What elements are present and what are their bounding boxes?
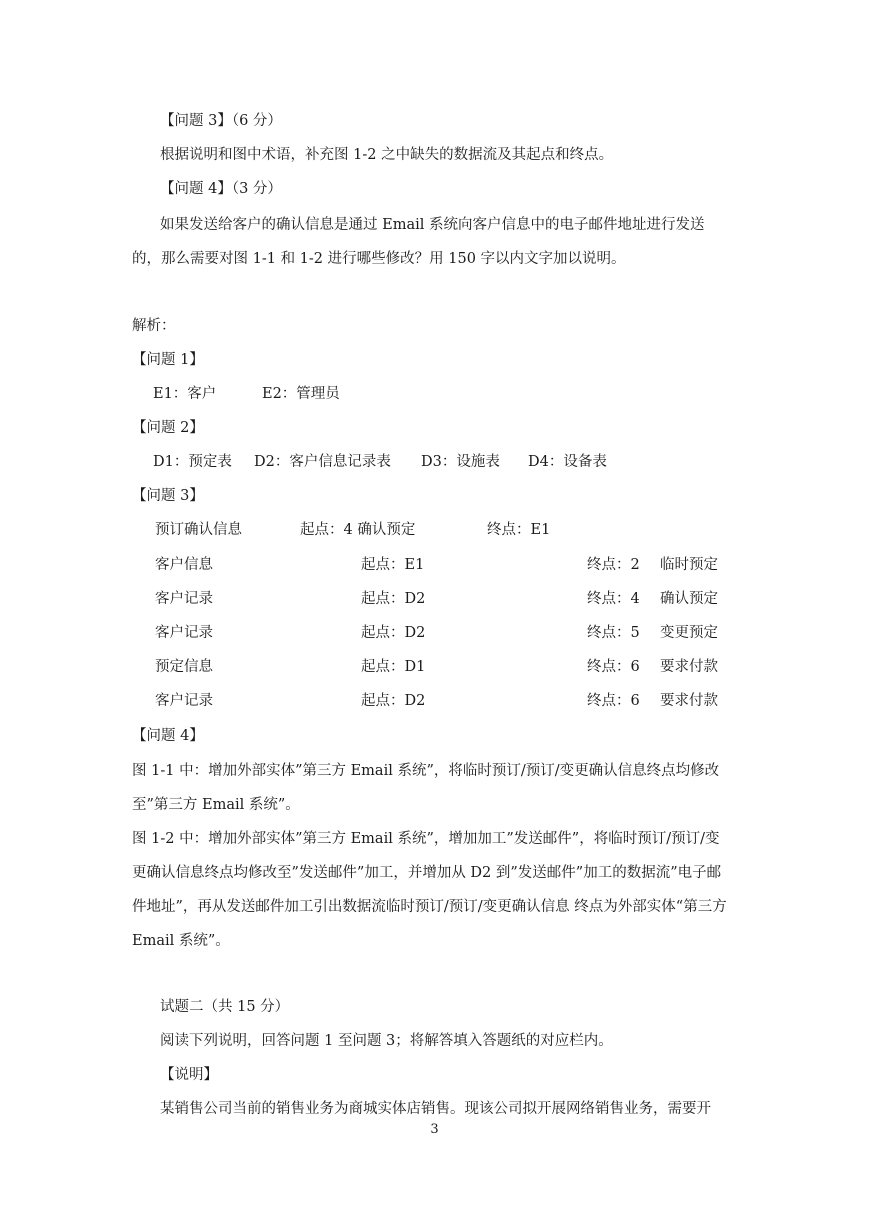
dataflow-target: 要求付款	[660, 693, 718, 709]
dataflow-end: 终点：4	[587, 591, 640, 607]
question-4-heading: 【问题 4】（3 分）	[160, 181, 282, 197]
answer-1-e2: E2：管理员	[262, 386, 340, 402]
page-number: 3	[430, 1122, 439, 1137]
answer-2-d2: D2：客户信息记录表	[254, 454, 391, 470]
dataflow-start: 起点：D2	[361, 625, 426, 641]
question-3-text: 根据说明和图中术语，补充图 1-2 之中缺失的数据流及其起点和终点。	[160, 147, 614, 163]
description-heading: 【说明】	[160, 1067, 218, 1083]
dataflow-end: 终点：6	[587, 659, 640, 675]
dataflow-name: 预定信息	[155, 659, 213, 675]
dataflow-name: 客户记录	[155, 625, 213, 641]
dataflow-end: 终点：5	[587, 625, 640, 641]
dataflow-start: 起点：E1	[361, 557, 425, 573]
dataflow-target: 变更预定	[660, 625, 718, 641]
answer-2-d4: D4：设备表	[528, 454, 607, 470]
dataflow-end: 终点：2	[587, 557, 640, 573]
question-4-text: 如果发送给客户的确认信息是通过 Email 系统向客户信息中的电子邮件地址进行发送的，那么需要对图 1-1 和 1-2 进行哪些修改？用 150 字以内文字加以说明。	[132, 217, 705, 267]
dataflow-target: 要求付款	[660, 659, 718, 675]
answer-4-heading: 【问题 4】	[132, 728, 204, 744]
dataflow-name: 预订确认信息	[155, 522, 242, 538]
dataflow-name: 客户信息	[155, 557, 213, 573]
dataflow-start: 起点：4 确认预定	[300, 522, 416, 538]
exam-2-instruction: 阅读下列说明，回答问题 1 至问题 3；将解答填入答题纸的对应栏内。	[160, 1033, 613, 1049]
dataflow-name: 客户记录	[155, 693, 213, 709]
question-3-heading: 【问题 3】（6 分）	[160, 113, 282, 129]
answer-4-paragraph-2: 图 1-2 中：增加外部实体”第三方 Email 系统”，增加加工”发送邮件”，将临时预订/预订/变更确认信息终点均修改至”发送邮件”加工，并增加从 D2 到”发送邮件”加工的数据流”电子邮件地址”，再从发送邮件加工引出数据流临时预订/预订/变更确认信息 终点为外部实体“第三方 Email 系统”。	[132, 831, 727, 949]
dataflow-name: 客户记录	[155, 591, 213, 607]
analysis-label: 解析：	[132, 318, 176, 334]
answer-2-d3: D3：设施表	[421, 454, 500, 470]
answer-1-heading: 【问题 1】	[132, 352, 204, 368]
dataflow-start: 起点：D1	[361, 659, 426, 675]
exam-2-title: 试题二（共 15 分）	[160, 999, 290, 1015]
dataflow-target: 临时预定	[660, 557, 718, 573]
dataflow-end: 终点：E1	[487, 522, 551, 538]
answer-2-d1: D1：预定表	[153, 454, 232, 470]
dataflow-target: 确认预定	[660, 591, 718, 607]
answer-3-heading: 【问题 3】	[132, 488, 204, 504]
dataflow-start: 起点：D2	[361, 591, 426, 607]
answer-2-heading: 【问题 2】	[132, 420, 204, 436]
answer-4-paragraph-1: 图 1-1 中：增加外部实体”第三方 Email 系统”，将临时预订/预订/变更确认信息终点均修改至”第三方 Email 系统”。	[132, 763, 720, 813]
description-text: 某销售公司当前的销售业务为商城实体店销售。现该公司拟开展网络销售业务，需要开	[160, 1101, 711, 1117]
dataflow-start: 起点：D2	[361, 693, 426, 709]
answer-1-e1: E1：客户	[153, 386, 217, 402]
dataflow-end: 终点：6	[587, 693, 640, 709]
